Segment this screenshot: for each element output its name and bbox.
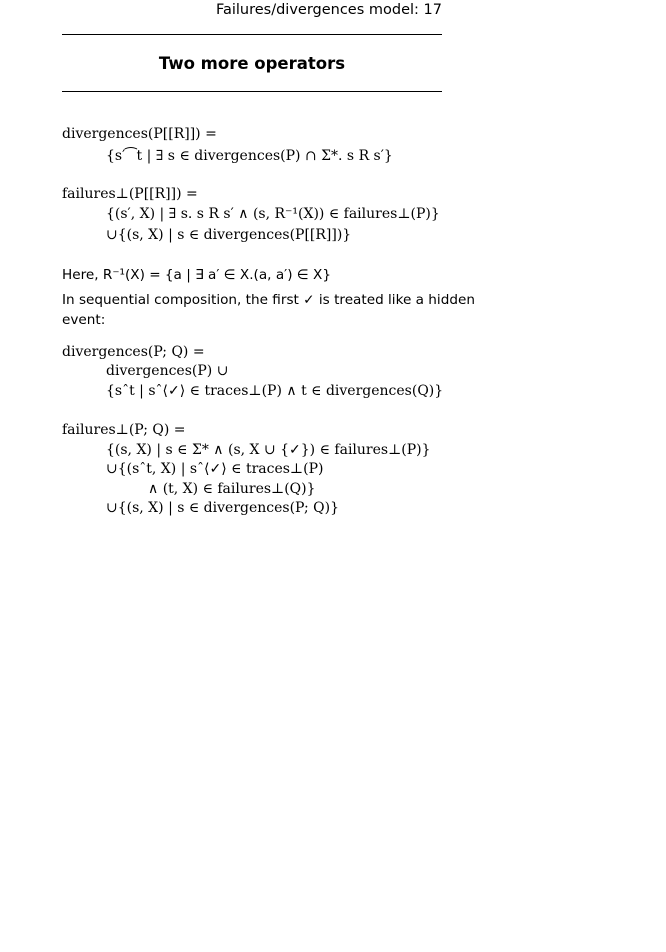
failures-sequential-line-4: ∪{(s, X) | s ∈ divergences(P; Q)} xyxy=(106,500,339,516)
divergences-renaming-heading: divergences(P[[R]]) = xyxy=(62,126,217,142)
running-head: Failures/divergences model: 17 xyxy=(215,2,442,18)
divergences-sequential-heading: divergences(P; Q) = xyxy=(62,344,205,360)
divergences-renaming-definition: {s′⁀t | ∃ s ∈ divergences(P) ∩ Σ*. s R s′} xyxy=(106,148,393,164)
sequential-paragraph-line-2: event: xyxy=(62,312,106,328)
failures-renaming-heading: failures⊥(P[[R]]) = xyxy=(62,186,198,202)
divergences-sequential-line-1: divergences(P) ∪ xyxy=(106,363,229,379)
failures-sequential-line-3: ∧ (t, X) ∈ failures⊥(Q)} xyxy=(148,481,316,497)
page-title: Two more operators xyxy=(158,54,346,73)
bottom-rule xyxy=(62,91,442,92)
failures-renaming-line-2: ∪{(s, X) | s ∈ divergences(P[[R]])} xyxy=(106,227,352,243)
failures-sequential-line-2: ∪{(sˆt, X) | sˆ⟨✓⟩ ∈ traces⊥(P) xyxy=(106,461,324,477)
inverse-relation-note: Here, R⁻¹(X) = {a | ∃ a′ ∈ X.(a, a′) ∈ X} xyxy=(62,267,331,283)
failures-sequential-heading: failures⊥(P; Q) = xyxy=(62,422,186,438)
failures-sequential-line-1: {(s, X) | s ∈ Σ* ∧ (s, X ∪ {✓}) ∈ failures⊥(P)} xyxy=(106,442,431,458)
divergences-sequential-line-2: {sˆt | sˆ⟨✓⟩ ∈ traces⊥(P) ∧ t ∈ divergences(Q)} xyxy=(106,383,444,399)
top-rule xyxy=(62,34,442,35)
failures-renaming-line-1: {(s′, X) | ∃ s. s R s′ ∧ (s, R⁻¹(X)) ∈ failures⊥(P)} xyxy=(106,206,440,222)
sequential-paragraph-line-1: In sequential composition, the first ✓ is treated like a hidden xyxy=(62,292,475,308)
